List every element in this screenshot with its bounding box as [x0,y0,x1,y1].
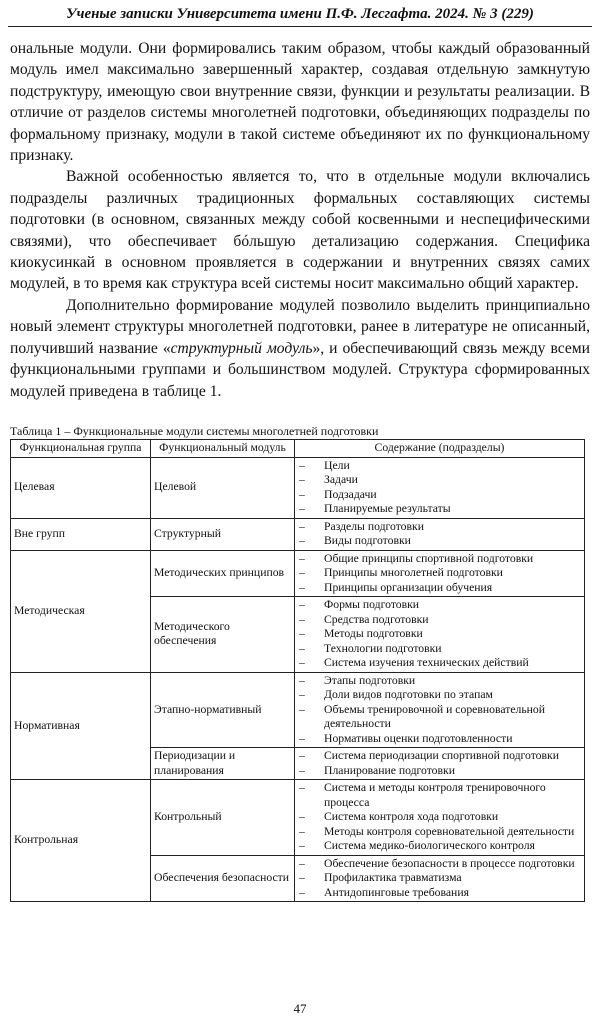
header-module: Функциональный модуль [151,440,295,458]
content-item: – Профилактика травматизма [298,871,581,886]
content-item: – Средства подготовки [298,613,581,628]
table-header-row [11,440,585,458]
content-cell [295,597,585,673]
content-item: – Планирование подготовки [298,764,581,779]
table-row [11,518,585,550]
content-list [298,674,581,747]
module-cell: Структурный [151,518,295,550]
table-row [11,550,585,597]
content-list [298,857,581,901]
content-item: – Технологии подготовки [298,642,581,657]
content-item: – Система контроля хода подготовки [298,810,581,825]
content-item: – Задачи [298,473,581,488]
group-cell: Методическая [11,550,151,672]
page-number: 47 [293,1001,307,1016]
paragraph-3-start: Дополнительно формирование модулей позволило выделить принципиально новый элемент структуры многолетней подготовки, ранее в литературе не описанный, получивший название « [10,296,590,357]
content-item: – Виды подготовки [298,534,581,549]
content-item: – Этапы подготовки [298,674,581,689]
content-cell [295,550,585,597]
group-cell: Вне групп [11,518,151,550]
content-list [298,598,581,671]
paragraph-2: Важной особенностью является то, что в отдельные модули включались подразделы различных традиционных формальных составляющих системы подготовки (в основном, связанных между собой косвенными и неспецифическими связями), что обеспечивает бóльшую детализацию содержания. Специфика киокусинкай в основном проявляется в содержании и внутренних связях самих модулей, в то время как структура всей системы носит максимально общий характер. [10,168,590,293]
content-list [298,781,581,854]
module-cell: Методических принципов [151,550,295,597]
body-text [10,38,590,402]
content-item: – Планируемые результаты [298,502,581,517]
content-cell [295,855,585,902]
content-cell [295,780,585,856]
group-cell: Контрольная [11,780,151,902]
content-item: – Принципы многолетней подготовки [298,566,581,581]
group-cell: Целевая [11,457,151,518]
table-row [11,780,585,856]
content-item: – Обеспечение безопасности в процессе подготовки [298,857,581,872]
content-cell [295,518,585,550]
content-item: – Система периодизации спортивной подготовки [298,749,581,764]
paragraph-1: ональные модули. Они формировались таким образом, чтобы каждый образованный модуль имел максимально завершенный характер, создавая отдельную замкнутую подструктуру, имеющую свои внутренние связи, функции и результаты реализации. В отличие от разделов системы многолетней подготовки, объединяющих подразделы по формальному признаку, модули в такой системе объединяют их по функциональному признаку. [10,40,590,165]
content-item: – Цели [298,459,581,474]
module-cell: Целевой [151,457,295,518]
content-item: – Антидопинговые требования [298,886,581,901]
content-item: – Объемы тренировочной и соревновательной деятельности [298,703,581,732]
module-cell: Этапно-нормативный [151,672,295,748]
content-cell [295,748,585,780]
modules-table [10,439,585,902]
module-cell: Контрольный [151,780,295,856]
content-list [298,552,581,596]
module-cell: Периодизации и планирования [151,748,295,780]
content-item: – Формы подготовки [298,598,581,613]
content-item: – Общие принципы спортивной подготовки [298,552,581,567]
content-item: – Система и методы контроля тренировочного процесса [298,781,581,810]
content-cell [295,457,585,518]
content-list [298,520,581,549]
module-cell: Методического обеспечения [151,597,295,673]
table-row [11,457,585,518]
content-item: – Разделы подготовки [298,520,581,535]
group-cell: Нормативная [11,672,151,780]
paragraph-3 [10,295,590,402]
table-body [11,457,585,902]
content-list [298,459,581,517]
module-cell: Обеспечения безопасности [151,855,295,902]
content-item: – Методы контроля соревновательной деятельности [298,825,581,840]
content-item: – Система медико-биологического контроля [298,839,581,854]
header-content: Содержание (подразделы) [295,440,585,458]
content-item: – Доли видов подготовки по этапам [298,688,581,703]
table-row [11,672,585,748]
paragraph-3-end: », и обеспечивающий связь между всеми функциональными группами и большинством модулей. Структура сформированных модулей приведена в таблице 1. [10,339,590,400]
content-item: – Система изучения технических действий [298,656,581,671]
table-caption: Таблица 1 – Функциональные модули системы многолетней подготовки [10,424,379,438]
header-group: Функциональная группа [11,440,151,458]
content-item: – Принципы организации обучения [298,581,581,596]
content-cell [295,672,585,748]
content-list [298,749,581,778]
term-structural-module: структурный модуль [170,339,313,357]
content-item: – Нормативы оценки подготовленности [298,732,581,747]
content-item: – Подзадачи [298,488,581,503]
content-item: – Методы подготовки [298,627,581,642]
journal-header: Ученые записки Университета имени П.Ф. Лесгафта. 2024. № 3 (229) [8,4,592,27]
